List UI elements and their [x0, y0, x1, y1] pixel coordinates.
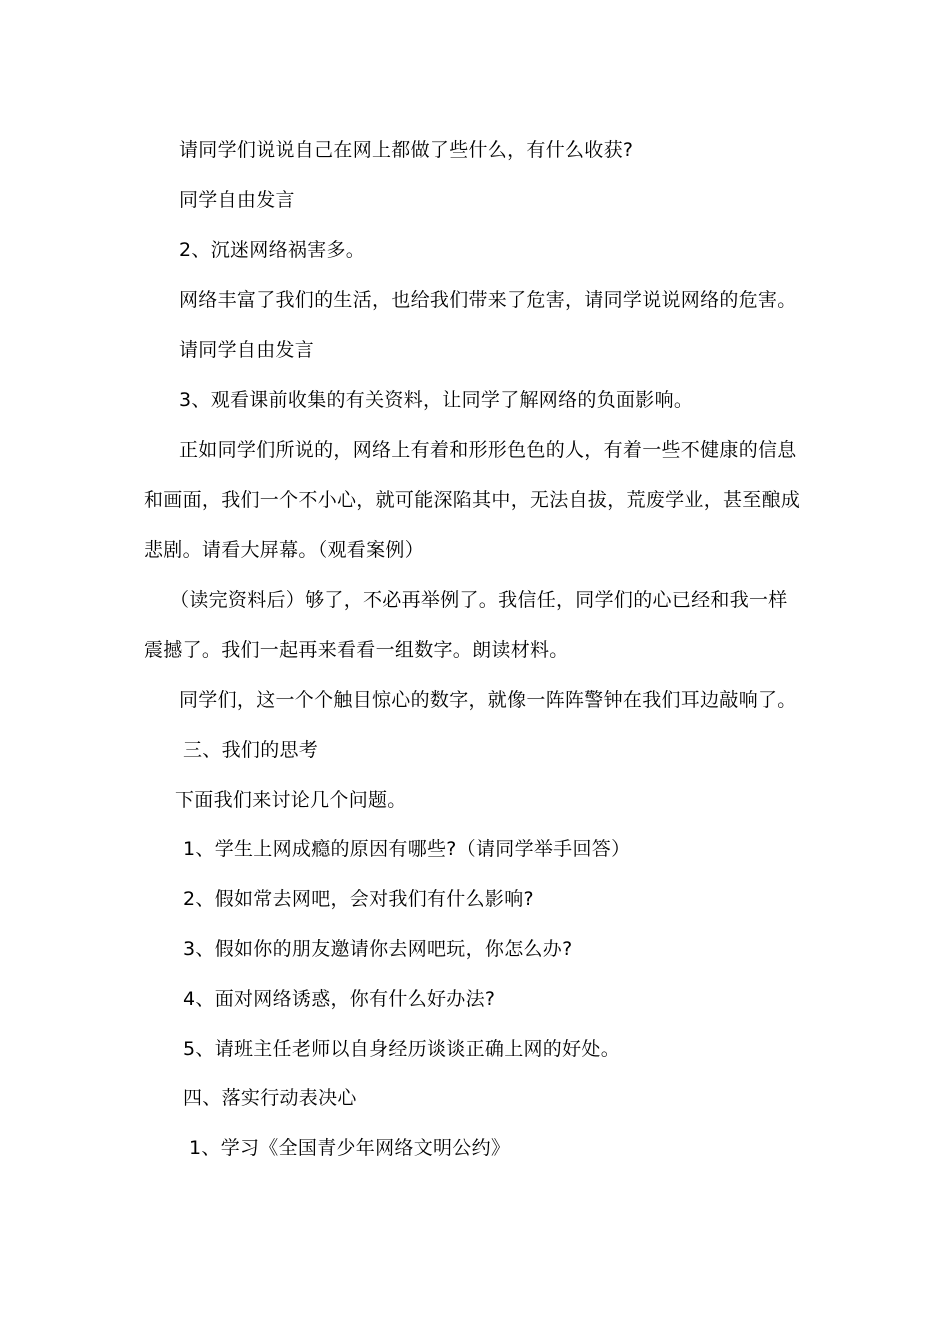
paragraph-line: 震撼了。我们一起再来看看一组数字。朗读材料。	[144, 639, 569, 661]
paragraph-line: （读完资料后）够了，不必再举例了。我信任，同学们的心已经和我一样	[170, 589, 788, 611]
list-item-heading: 3、观看课前收集的有关资料，让同学了解网络的负面影响。	[179, 389, 694, 411]
list-item-heading: 2、沉迷网络祸害多。	[179, 239, 366, 261]
paragraph-line: 网络丰富了我们的生活，也给我们带来了危害，请同学说说网络的危害。	[179, 289, 797, 311]
paragraph-line: 同学们，这一个个触目惊心的数字，就像一阵阵警钟在我们耳边敲响了。	[179, 689, 797, 711]
list-item: 3、假如你的朋友邀请你去网吧玩，你怎么办?	[183, 938, 573, 960]
paragraph-line: 请同学们说说自己在网上都做了些什么，有什么收获?	[179, 139, 634, 161]
list-item: 2、假如常去网吧，会对我们有什么影响?	[183, 888, 534, 910]
section-heading: 三、我们的思考	[183, 739, 319, 761]
list-item: 1、学生上网成瘾的原因有哪些?（请同学举手回答）	[183, 838, 631, 860]
section-heading: 四、落实行动表决心	[183, 1087, 357, 1109]
paragraph-line: 同学自由发言	[179, 189, 295, 211]
list-item: 4、面对网络诱惑，你有什么好办法?	[183, 988, 496, 1010]
list-item: 5、请班主任老师以自身经历谈谈正确上网的好处。	[183, 1038, 620, 1060]
paragraph-line: 正如同学们所说的，网络上有着和形形色色的人，有着一些不健康的信息	[179, 439, 797, 461]
paragraph-line: 下面我们来讨论几个问题。	[175, 789, 407, 811]
paragraph-line: 和画面，我们一个不小心，就可能深陷其中，无法自拔，荒废学业，甚至酿成	[144, 489, 801, 511]
paragraph-line: 请同学自由发言	[179, 339, 315, 361]
paragraph-line: 悲剧。请看大屏幕。（观看案例）	[144, 539, 425, 561]
list-item: 1、学习《全国青少年网络文明公约》	[189, 1137, 511, 1159]
